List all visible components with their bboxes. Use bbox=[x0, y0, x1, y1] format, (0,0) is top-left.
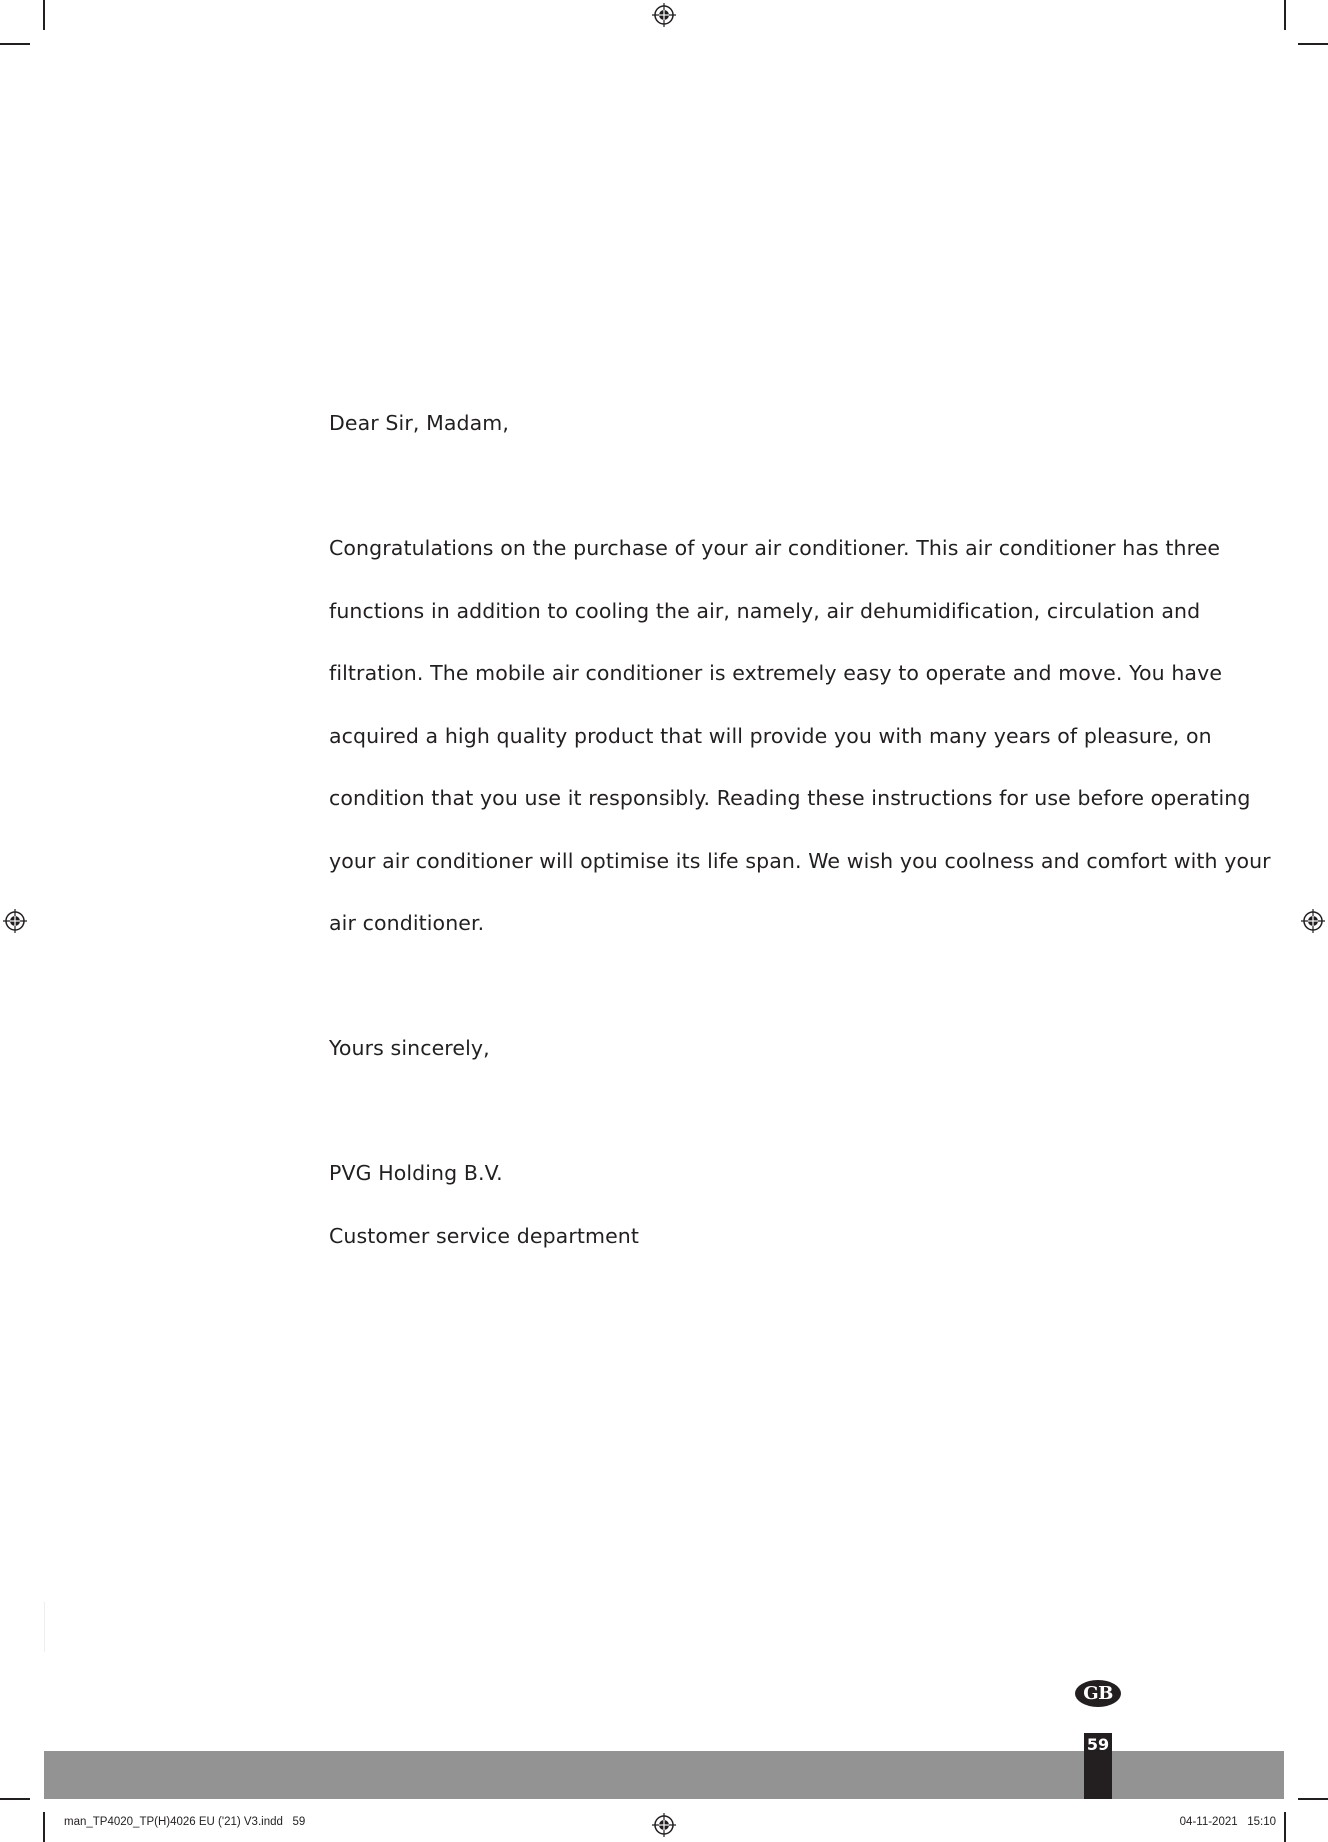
language-badge: GB bbox=[1075, 1680, 1121, 1707]
margin-guide bbox=[44, 1602, 45, 1652]
crop-mark-top-left-vertical bbox=[43, 0, 45, 30]
crop-mark-bottom-left-vertical bbox=[43, 1812, 45, 1842]
signature-company: PVG Holding B.V. bbox=[329, 1161, 503, 1185]
body-line: acquired a high quality product that will provide you with many years of pleasure, on bbox=[329, 724, 1212, 748]
crop-mark-top-right-horizontal bbox=[1298, 43, 1328, 45]
body-line: Congratulations on the purchase of your air conditioner. This air conditioner has three bbox=[329, 536, 1221, 560]
salutation: Dear Sir, Madam, bbox=[329, 411, 509, 435]
registration-mark-icon bbox=[1300, 908, 1326, 934]
registration-mark-icon bbox=[651, 1812, 677, 1838]
crop-mark-bottom-right-vertical bbox=[1284, 1812, 1286, 1842]
registration-mark-icon bbox=[651, 2, 677, 28]
closing: Yours sincerely, bbox=[329, 1036, 490, 1060]
body-line: filtration. The mobile air conditioner is extremely easy to operate and move. You have bbox=[329, 661, 1223, 685]
body-line: your air conditioner will optimise its life span. We wish you coolness and comfort with your bbox=[329, 849, 1271, 873]
registration-mark-icon bbox=[2, 908, 28, 934]
body-line: condition that you use it responsibly. Reading these instructions for use before operating bbox=[329, 786, 1251, 810]
body-line: functions in addition to cooling the air, namely, air dehumidification, circulation and bbox=[329, 599, 1201, 623]
crop-mark-top-right-vertical bbox=[1284, 0, 1286, 30]
page-number: 59 bbox=[1086, 1735, 1110, 1754]
signature-department: Customer service department bbox=[329, 1224, 640, 1248]
print-slug-file: man_TP4020_TP(H)4026 EU ('21) V3.indd 59 bbox=[64, 1816, 306, 1828]
body-line: air conditioner. bbox=[329, 911, 485, 935]
print-slug-date: 04-11-2021 15:10 bbox=[1179, 1816, 1276, 1828]
crop-mark-bottom-right-horizontal bbox=[1298, 1798, 1328, 1800]
crop-mark-bottom-left-horizontal bbox=[0, 1798, 30, 1800]
crop-mark-top-left-horizontal bbox=[0, 43, 30, 45]
